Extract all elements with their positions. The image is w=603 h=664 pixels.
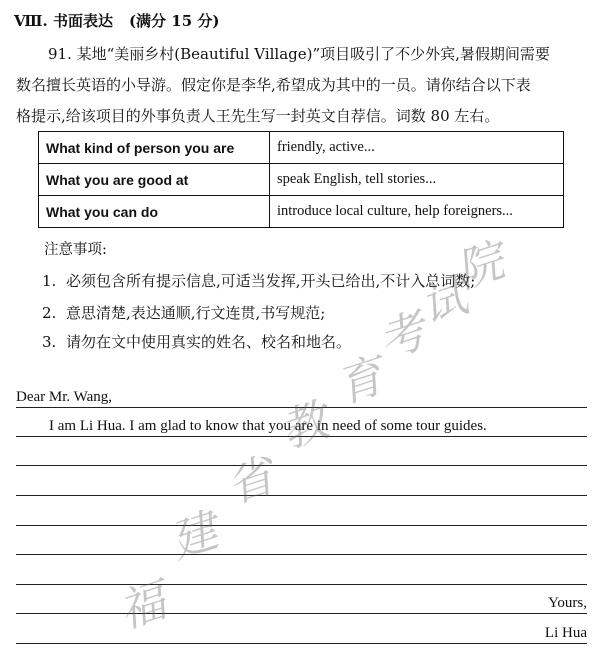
note-item [42, 331, 351, 352]
note-text: 请勿在文中使用真实的姓名、校名和地名。 [66, 333, 352, 351]
watermark-char: 福 [111, 573, 173, 639]
writing-line [16, 436, 587, 437]
section-score: (满分 15 分) [128, 12, 220, 30]
note-number: 1. [42, 272, 57, 290]
hint-answer: friendly, active... [270, 132, 564, 164]
writing-line [16, 495, 587, 496]
note-number: 3. [42, 333, 57, 351]
watermark-char: 省 [219, 448, 281, 514]
hints-table [38, 131, 564, 228]
table-row [39, 196, 564, 228]
writing-line [16, 643, 587, 644]
watermark-char: 教 [273, 393, 335, 459]
note-number: 2. [42, 304, 57, 322]
letter-opening: I am Li Hua. I am glad to know that you are in need of some tour guides. [49, 418, 487, 434]
hint-answer: speak English, tell stories... [270, 164, 564, 196]
watermark-char: 考 [371, 303, 433, 369]
writing-line [16, 613, 587, 614]
note-item [42, 270, 475, 291]
notes-heading: 注意事项: [44, 242, 107, 258]
watermark-char: 试 [413, 268, 475, 334]
hint-answer: introduce local culture, help foreigners... [270, 196, 564, 228]
writing-line [16, 525, 587, 526]
watermark-char: 育 [329, 348, 391, 414]
hint-question: What you can do [39, 196, 270, 228]
note-text: 意思清楚,表达通顺,行文连贯,书写规范; [66, 304, 326, 322]
writing-line [16, 407, 587, 408]
letter-greeting: Dear Mr. Wang, [16, 389, 112, 405]
letter-closing: Yours, [548, 595, 587, 611]
note-item [42, 302, 325, 323]
writing-line [16, 584, 587, 585]
prompt-line-3: 格提示,给该项目的外事负责人王先生写一封英文自荐信。词数 80 左右。 [16, 107, 500, 125]
hint-question: What kind of person you are [39, 132, 270, 164]
prompt-line-1: 91. 某地“美丽乡村(Beautiful Village)”项目吸引了不少外宾,暑假期间需要 [48, 45, 550, 63]
letter-signature: Li Hua [544, 625, 587, 641]
section-title-text: Ⅷ. 书面表达 [14, 12, 113, 30]
table-row [39, 132, 564, 164]
writing-line [16, 554, 587, 555]
hint-question: What you are good at [39, 164, 270, 196]
watermark-char: 建 [163, 503, 225, 569]
table-row [39, 164, 564, 196]
writing-line [16, 465, 587, 466]
watermark-char: 院 [449, 233, 511, 299]
section-title [14, 10, 219, 31]
note-text: 必须包含所有提示信息,可适当发挥,开头已给出,不计入总词数; [66, 272, 476, 290]
prompt-line-2: 数名擅长英语的小导游。假定你是李华,希望成为其中的一员。请你结合以下表 [16, 76, 531, 94]
